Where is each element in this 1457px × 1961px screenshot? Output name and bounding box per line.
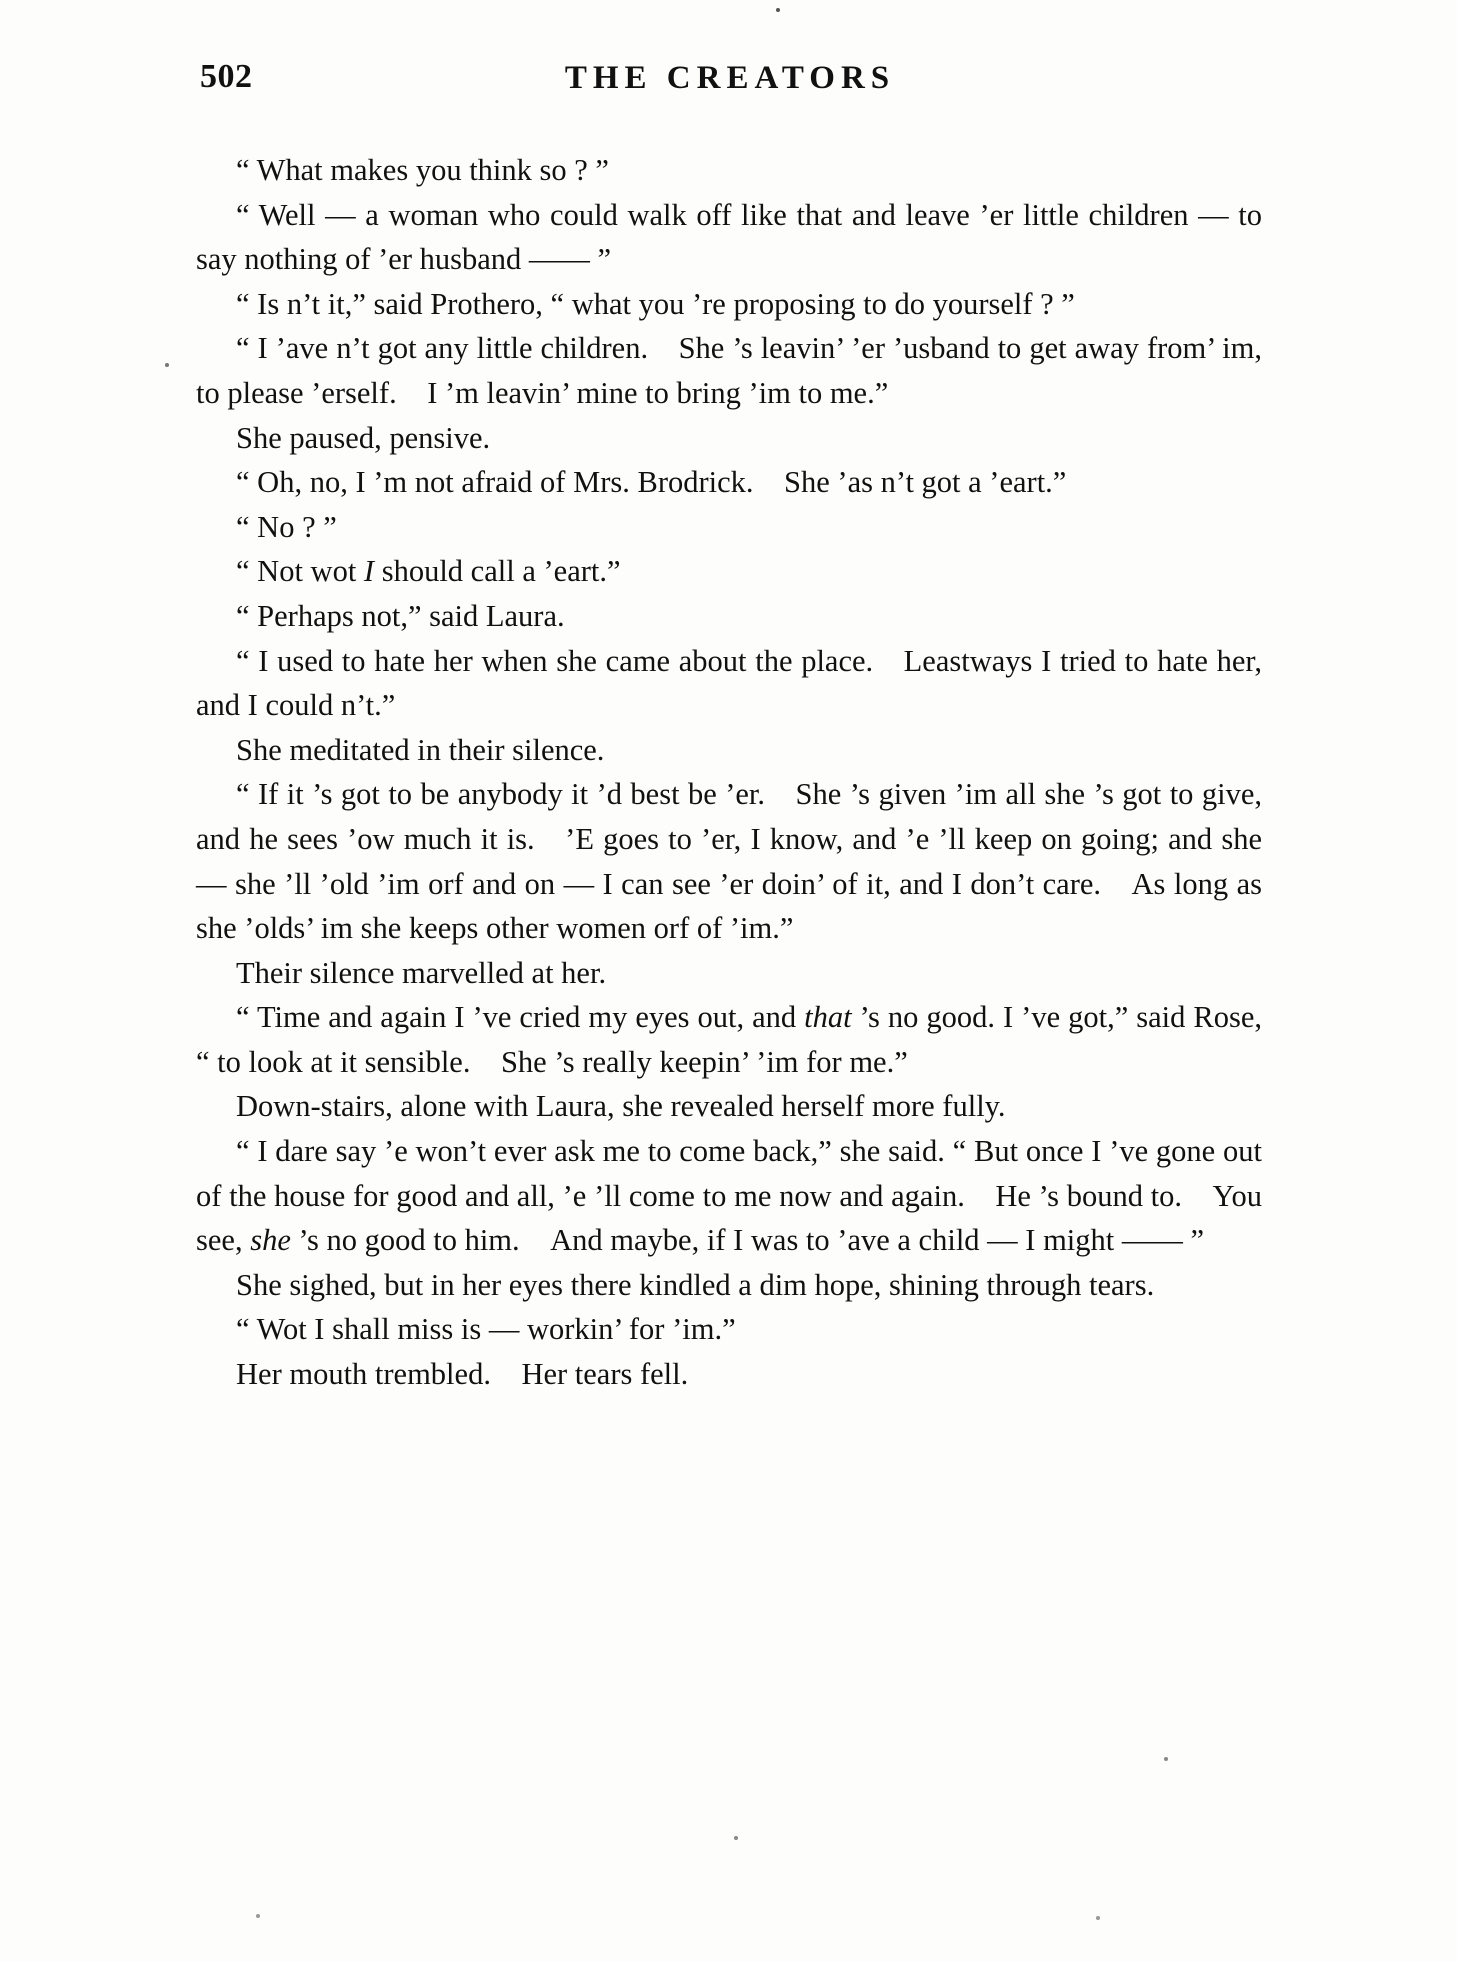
paragraph: “ I dare say ’e won’t ever ask me to come back,” she said. “ But once I ’ve gone out of the house for good and all, ’e ’ll come to me now and again. He ’s bound to. You see, she ’s no good to him. And maybe, if I was to ’ave a child — I might —— ” — [196, 1134, 1262, 1258]
paragraph: “ Wot I shall miss is — workin’ for ’im.” — [236, 1312, 736, 1347]
paragraph: “ Is n’t it,” said Prothero, “ what you ’re proposing to do yourself ? ” — [236, 286, 1075, 321]
paragraph: “ I used to hate her when she came about the place. Leastways I tried to hate her, and I could n’t.” — [196, 643, 1262, 723]
paragraph: “ Oh, no, I ’m not afraid of Mrs. Brodrick. She ’as n’t got a ’eart.” — [236, 465, 1067, 500]
paragraph: “ No ? ” — [236, 509, 337, 544]
page-number: 502 — [200, 58, 253, 95]
speck-mark — [776, 8, 780, 12]
paragraph: Down-stairs, alone with Laura, she revealed herself more fully. — [236, 1089, 1006, 1124]
paragraph: Their silence marvelled at her. — [236, 955, 607, 990]
paragraph: She sighed, but in her eyes there kindled a dim hope, shining through tears. — [236, 1267, 1155, 1302]
speck-mark — [1164, 1757, 1168, 1761]
paragraph: “ Perhaps not,” said Laura. — [236, 598, 565, 633]
paragraph: “ Not wot I should call a ’eart.” — [236, 554, 621, 589]
paragraph: “ Time and again I ’ve cried my eyes out, and that ’s no good. I ’ve got,” said Rose, “ to look at it sensible. She ’s really keepin’ ’im for me.” — [196, 1000, 1262, 1079]
speck-mark — [165, 363, 169, 367]
page-header — [200, 58, 1260, 108]
paragraph: “ What makes you think so ? ” — [236, 153, 609, 187]
speck-mark — [256, 1914, 260, 1918]
speck-mark — [734, 1836, 738, 1840]
paragraph: She meditated in their silence. — [236, 732, 605, 767]
paragraph: “ If it ’s got to be anybody it ’d best be ’er. She ’s given ’im all she ’s got to give, and he sees ’ow much it is. ’E goes to ’er, I know, and ’e ’ll keep on going; and she — she ’ll ’old ’im orf and on — I can see ’er doin’ of it, and I don’t care. As long as she ’olds’ im she keeps other women orf of ’im.” — [196, 777, 1262, 946]
paragraph: She paused, pensive. — [236, 420, 491, 455]
paragraph: “ Well — a woman who could walk off like that and leave ’er little children — to say nothing of ’er husband —— ” — [196, 197, 1262, 277]
body-text — [196, 148, 1262, 1397]
paragraph: “ I ’ave n’t got any little children. She ’s leavin’ ’er ’usband to get away from’ im, to please ’erself. I ’m leavin’ mine to bring ’im to me.” — [196, 331, 1262, 410]
running-title: THE CREATORS — [564, 60, 896, 96]
paragraph: Her mouth trembled. Her tears fell. — [236, 1357, 689, 1392]
speck-mark — [1096, 1916, 1100, 1920]
